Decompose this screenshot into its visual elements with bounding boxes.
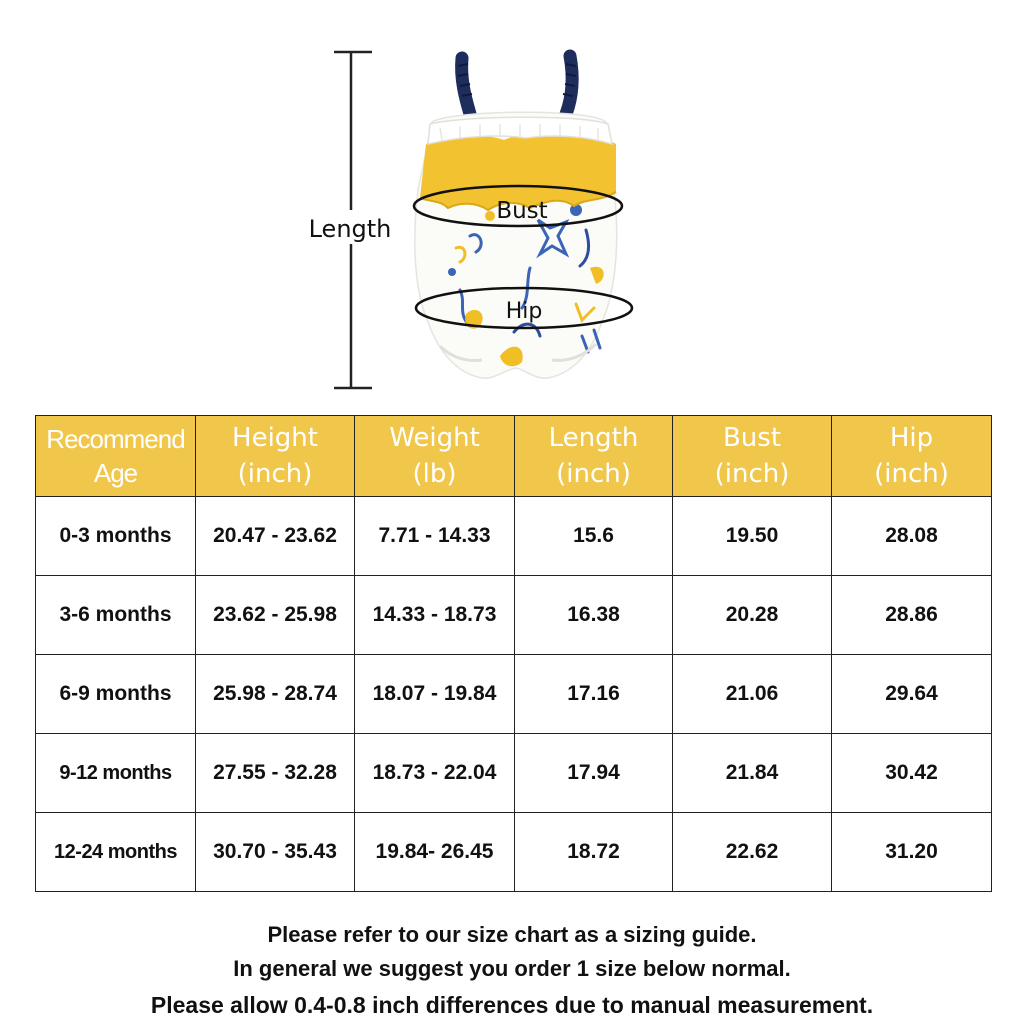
age-cell: 3-6 months [36,576,196,655]
hip-label: Hip [505,299,543,324]
value-cell: 18.07 - 19.84 [355,655,515,734]
column-header-line-1: Recommend [46,424,185,454]
value-cell: 23.62 - 25.98 [196,576,355,655]
column-header-line-2: Age [93,458,138,488]
value-cell: 7.71 - 14.33 [355,497,515,576]
column-header [355,416,515,497]
column-header-line-1: Length [548,423,639,453]
value-cell: 17.16 [515,655,673,734]
column-header [673,416,832,497]
value-cell: 18.72 [515,813,673,892]
straps [458,56,576,114]
table-row [36,655,992,734]
value-cell: 22.62 [673,813,832,892]
value-cell: 25.98 - 28.74 [196,655,355,734]
length-label: Length [308,215,392,243]
bust-label: Bust [496,198,548,224]
value-cell: 21.84 [673,734,832,813]
note-line-2: In general we suggest you order 1 size below normal. [233,956,791,981]
column-header-line-1: Height [232,423,318,453]
table-body [36,497,992,892]
column-header-line-1: Bust [722,423,782,453]
note-line-3: Please allow 0.4-0.8 inch differences due to manual measurement. [150,992,874,1018]
column-header [832,416,992,497]
value-cell: 14.33 - 18.73 [355,576,515,655]
column-header-line-1: Hip [889,423,934,453]
age-cell: 0-3 months [36,497,196,576]
value-cell: 28.08 [832,497,992,576]
column-header-line-2: (inch) [237,459,313,489]
table-row [36,813,992,892]
value-cell: 15.6 [515,497,673,576]
column-header-line-1: Weight [389,423,480,453]
table-row [36,734,992,813]
column-header [196,416,355,497]
value-cell: 20.47 - 23.62 [196,497,355,576]
sizing-notes [0,918,1024,1022]
value-cell: 21.06 [673,655,832,734]
column-header [515,416,673,497]
column-header-line-2: (inch) [874,459,949,489]
age-cell: 12-24 months [36,813,196,892]
value-cell: 16.38 [515,576,673,655]
column-header-line-2: (inch) [714,459,790,489]
value-cell: 28.86 [832,576,992,655]
column-header-line-2: (lb) [412,459,457,489]
value-cell: 19.84- 26.45 [355,813,515,892]
value-cell: 31.20 [832,813,992,892]
size-chart-table [35,415,992,892]
age-cell: 9-12 months [36,734,196,813]
value-cell: 27.55 - 32.28 [196,734,355,813]
value-cell: 30.42 [832,734,992,813]
age-cell: 6-9 months [36,655,196,734]
value-cell: 18.73 - 22.04 [355,734,515,813]
column-header-line-2: (inch) [556,459,631,489]
column-header [36,416,196,497]
garment-diagram [290,40,670,400]
value-cell: 19.50 [673,497,832,576]
table-header-row [36,416,992,497]
value-cell: 20.28 [673,576,832,655]
value-cell: 17.94 [515,734,673,813]
value-cell: 29.64 [832,655,992,734]
note-line-1: Please refer to our size chart as a sizing guide. [267,922,757,947]
value-cell: 30.70 - 35.43 [196,813,355,892]
table-row [36,576,992,655]
table-row [36,497,992,576]
garment-illustration [290,40,670,400]
